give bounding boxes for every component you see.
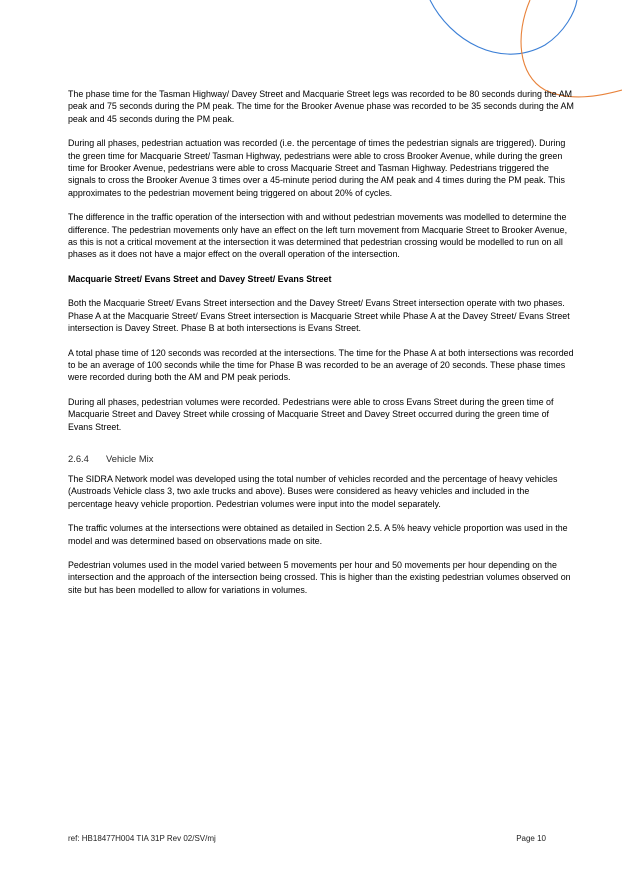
document-reference: ref: HB18477H004 TIA 31P Rev 02/SV/mj xyxy=(68,834,216,843)
document-body xyxy=(68,88,576,608)
orange-curve xyxy=(521,0,622,97)
paragraph-phase-time: The phase time for the Tasman Highway/ Davey Street and Macquarie Street legs was recorded to be 80 seconds during the AM peak and 75 seconds during the PM peak. The time for the Brooker Avenue phase was recorded to be 35 seconds during the AM peak and 45 seconds during the PM peak. xyxy=(68,89,574,124)
paragraph-pedestrian-actuation: During all phases, pedestrian actuation was recorded (i.e. the percentage of times the pedestrian signals are triggered). During the green time for Macquarie Street/ Tasman Highway, pedestrians were able to cross Brooker Avenue, while during the green time for Brooker Avenue, pedestrians were able to cross Macquarie Street and Tasman Highway. Pedestrians triggered the signals to cross the Brooker Avenue 3 times over a 45-minute period during the AM peak and 4 times during the PM peak. This approximates to the pedestrian movement being triggered on about 20% of cycles. xyxy=(68,138,566,198)
paragraph-traffic-volumes: The traffic volumes at the intersections were obtained as detailed in Section 2.5. A 5% heavy vehicle proportion was used in the model and was determined based on observations made on site. xyxy=(68,523,568,546)
paragraph-traffic-difference: The difference in the traffic operation of the intersection with and without pedestrian movements was modelled to determine the difference. The pedestrian movements only have an effect on the left turn movement from Macquarie Street to Brooker Avenue, as this is not a critical movement at the intersection it was determined that pedestrian crossing would be modelled to run on all phases as it does not have a major effect on the overall operation of the intersection. xyxy=(68,212,568,260)
paragraph-pedestrian-model-volumes: Pedestrian volumes used in the model varied between 5 movements per hour and 50 movements per hour depending on the intersection and the approach of the intersection being crossed. This is higher than the existing pedestrian volumes observed on site but has been modelled to allow for variations in volumes. xyxy=(68,559,571,595)
paragraph-two-phases: Both the Macquarie Street/ Evans Street intersection and the Davey Street/ Evans Street intersection operate with two phases. Phase A at the Macquarie Street/ Evans Street intersection is Macquarie Street while Phase A at the Davey Street/ Evans Street intersection is Davey Street. Phase B at both intersections is Evans Street. xyxy=(68,298,570,334)
paragraph-pedestrian-volumes: During all phases, pedestrian volumes were recorded. Pedestrians were able to cross Evans Street during the green time of Macquarie Street and Davey Street while crossing of Macquarie Street and Davey Street occurred during the green time of Evans Street. xyxy=(68,396,554,432)
page-number: Page 10 xyxy=(516,834,546,843)
section-number: 2.6.4 xyxy=(68,452,89,464)
subheading-evans-street: Macquarie Street/ Evans Street and Davey Street/ Evans Street xyxy=(68,273,332,284)
section-heading xyxy=(68,453,576,465)
paragraph-sidra-model: The SIDRA Network model was developed using the total number of vehicles recorded and the percentage of heavy vehicles (Austroads Vehicle class 3, two axle trucks and above). Buses were considered as heavy vehicles and included in the percentage heavy vehicle proportion. Pedestrian volumes were input into the model separately. xyxy=(68,473,558,509)
paragraph-total-phase-time: A total phase time of 120 seconds was recorded at the intersections. The time for the Phase A at both intersections was recorded to be an average of 100 seconds while the time for Phase B was recorded to be an average of 20 seconds. These phase times were recorded during both the AM and PM peak periods. xyxy=(68,347,574,383)
blue-curve xyxy=(430,0,577,54)
section-title: Vehicle Mix xyxy=(106,452,154,464)
